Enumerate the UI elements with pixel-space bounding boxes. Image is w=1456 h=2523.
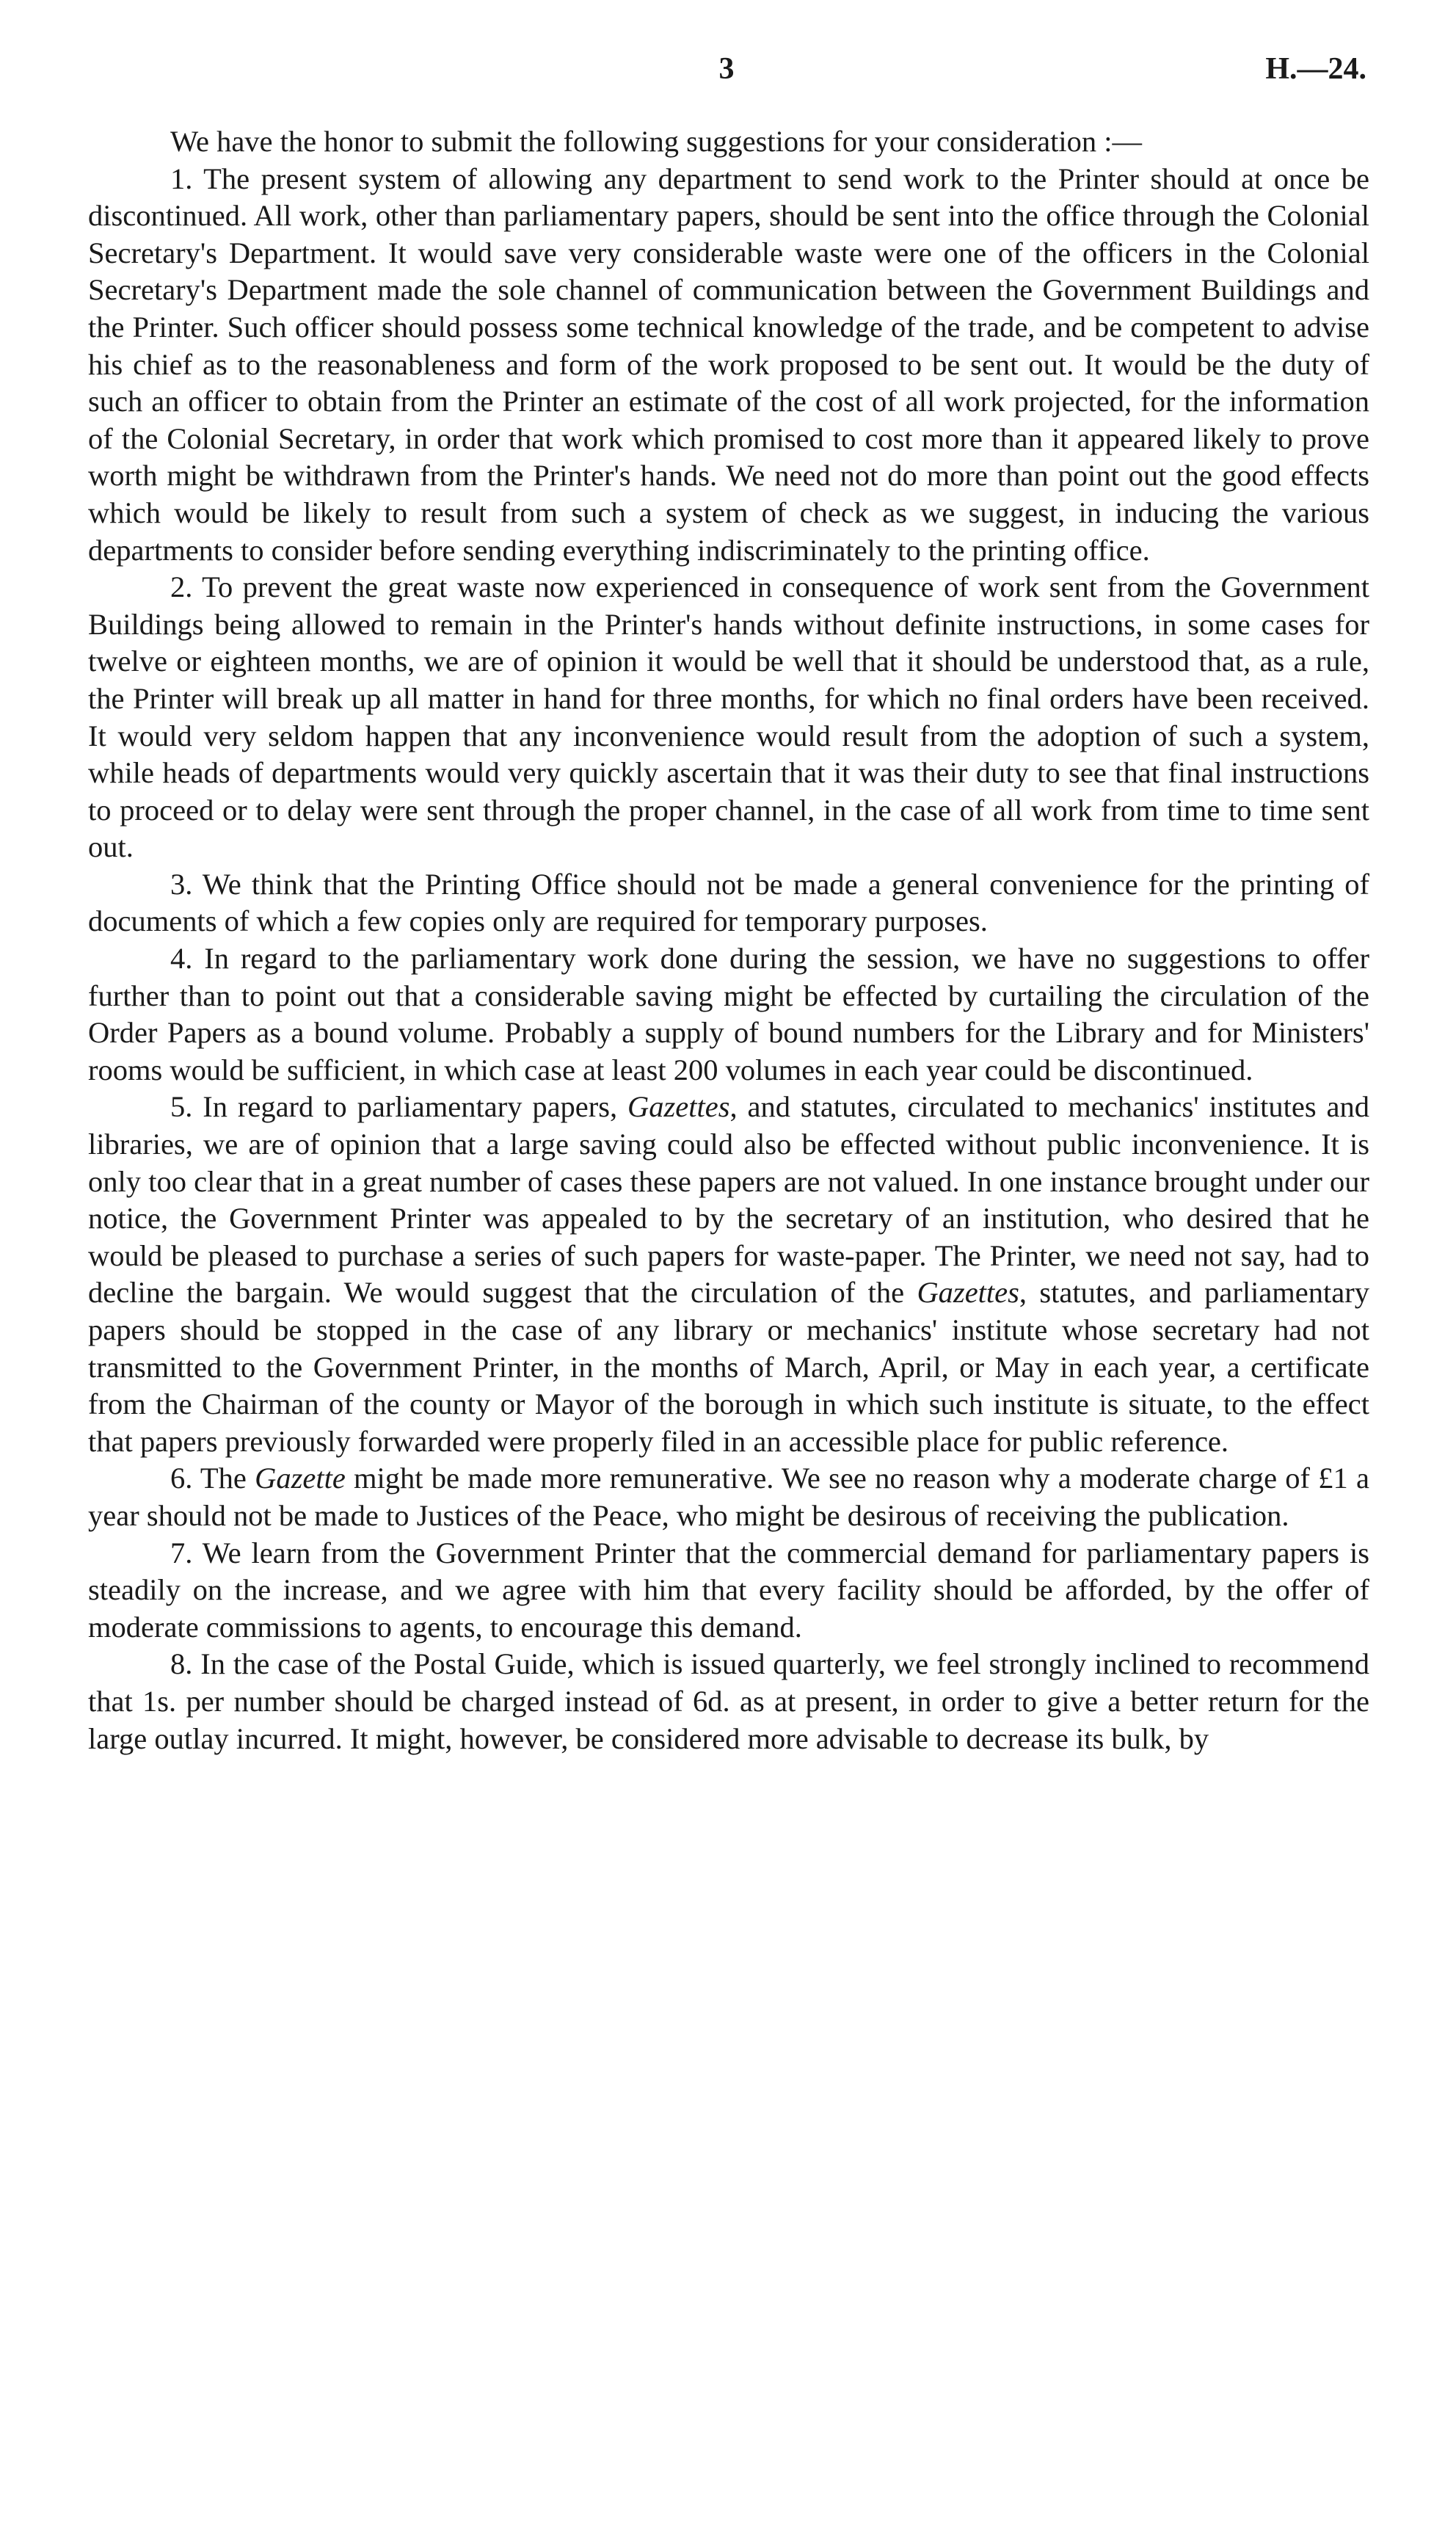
- body-text: [88, 123, 1369, 1757]
- document-code: H.—24.: [1265, 52, 1366, 86]
- paragraph-6: [88, 1460, 1369, 1534]
- paragraph-5-part-1: 5. In regard to parliamentary papers,: [170, 1090, 628, 1124]
- page-number: 3: [718, 52, 735, 86]
- intro-paragraph: We have the honor to submit the following suggestions for your consideration :—: [170, 125, 1143, 158]
- paragraph-7: 7. We learn from the Government Printer that the commercial demand for parliamentary papers is steadily on the increase, and we agree with him that every facility should be afforded, by the offer of moderate commissions to agents, to encourage this demand.: [88, 1536, 1369, 1644]
- paragraph-4: 4. In regard to the parliamentary work done during the session, we have no suggestions to offer further than to point out that a considerable saving might be effected by curtailing the circulation of the Order Papers as a bound volume. Probably a supply of bound numbers for the Library and for Ministers' rooms would be sufficient, in which case at least 200 volumes in each year could be discontinued.: [88, 942, 1369, 1086]
- paragraph-8: 8. In the case of the Postal Guide, which is issued quarterly, we feel strongly inclined to recommend that 1s. per number should be charged instead of 6d. as at present, in order to give a better return for the large outlay incurred. It might, however, be considered more advisable to decrease its bulk, by: [88, 1647, 1369, 1755]
- paragraph-5-italic-gazettes-1: Gazettes: [627, 1090, 730, 1124]
- paragraph-6-part-1: 6. The: [170, 1462, 255, 1495]
- paragraph-5: [88, 1089, 1369, 1460]
- paragraph-5-part-2: , and statutes, circulated to mechanics' institutes and libraries, we are of opinion that a large saving could also be effected without public inconvenience. It is only too clear that in a great number of cases these papers are not valued. In one instance brought under our notice, the Government Printer was appealed to by the secretary of an institution, who desired that he would be pleased to purchase a series of such papers for waste-paper. The Printer, we need not say, had to decline the bargain. We would suggest that the circulation of the: [88, 1090, 1370, 1310]
- paragraph-5-part-3: , statutes, and parliamentary papers should be stopped in the case of any library or mechanics' institute whose secretary had not transmitted to the Government Printer, in the months of March, April, or May in each year, a certificate from the Chairman of the county or Mayor of the borough in which such institute is situate, to the effect that papers previously forwarded were properly filed in an accessible place for public reference.: [88, 1276, 1369, 1458]
- paragraph-2: 2. To prevent the great waste now experienced in consequence of work sent from the Government Buildings being allowed to remain in the Printer's hands without definite instructions, in some cases for twelve or eighteen months, we are of opinion it would be well that it should be understood that, as a rule, the Printer will break up all matter in hand for three months, for which no final orders have been received. It would very seldom happen that any inconvenience would result from the adoption of such a system, while heads of departments would very quickly ascertain that it was their duty to see that final instructions to proceed or to delay were sent through the proper channel, in the case of all work from time to time sent out.: [88, 570, 1369, 864]
- paragraph-3: 3. We think that the Printing Office should not be made a general convenience for the printing of documents of which a few copies only are required for temporary purposes.: [88, 867, 1369, 938]
- paragraph-1: 1. The present system of allowing any department to send work to the Printer should at once be discontinued. All work, other than parliamentary papers, should be sent into the office through the Colonial Secretary's Department. It would save very considerable waste were one of the officers in the Colonial Secretary's Department made the sole channel of communication between the Government Buildings and the Printer. Such officer should possess some technical knowledge of the trade, and be competent to advise his chief as to the reasonableness and form of the work proposed to be sent out. It would be the duty of such an officer to obtain from the Printer an estimate of the cost of all work projected, for the information of the Colonial Secretary, in order that work which promised to cost more than it appeared likely to prove worth might be withdrawn from the Printer's hands. We need not do more than point out the good effects which would be likely to result from such a system of check as we suggest, in inducing the various departments to consider before sending everything indiscriminately to the printing office.: [88, 161, 1369, 567]
- paragraph-6-italic-gazette: Gazette: [255, 1462, 346, 1495]
- paragraph-6-part-2: might be made more remunerative. We see no reason why a moderate charge of £1 a year should not be made to Justices of the Peace, who might be desirous of receiving the publication.: [88, 1462, 1369, 1532]
- paragraph-5-italic-gazettes-2: Gazettes: [917, 1276, 1019, 1310]
